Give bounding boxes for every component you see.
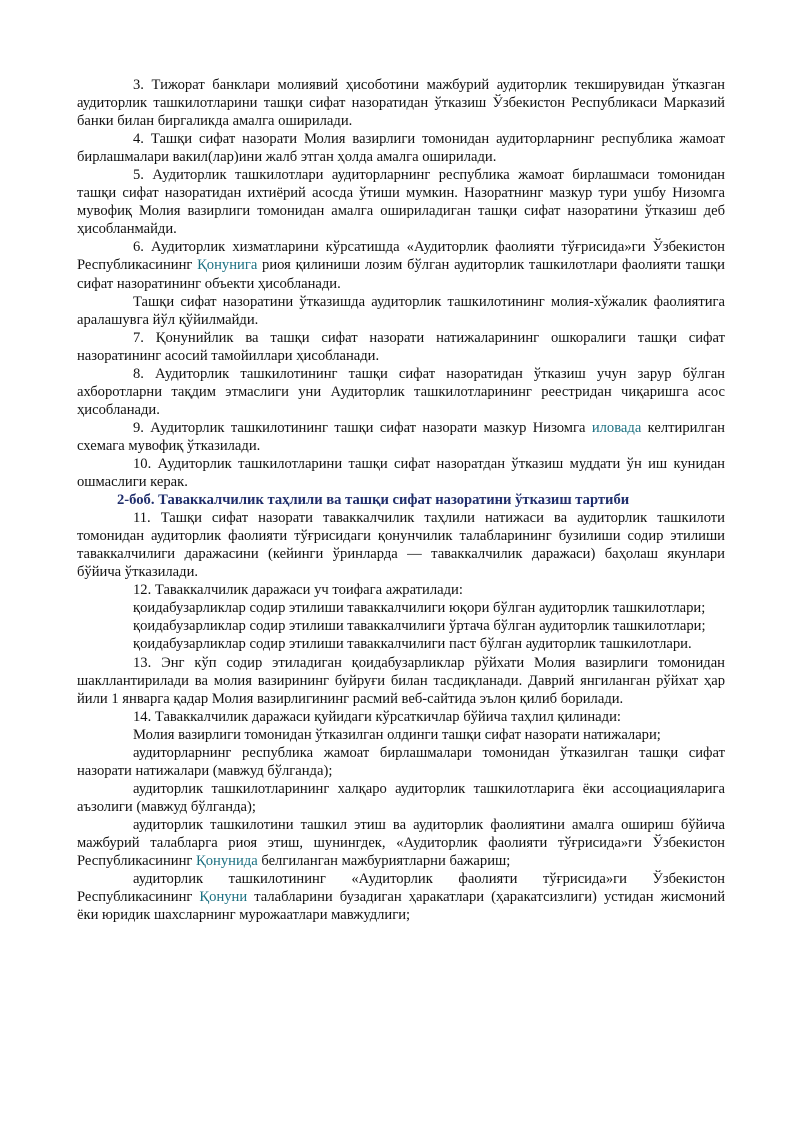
- paragraph-6-continued: Ташқи сифат назоратини ўтказишда аудиторлик ташкилотининг молия-хўжалик фаолиятига аралашувга йўл қўйилмайди.: [77, 293, 725, 328]
- paragraph-5: 5. Аудиторлик ташкилотлари аудиторларнинг республика жамоат бирлашмаси томонидан ташқи сифат назоратидан ихтиёрий асосда ўтиши мумкин. Назоратнинг мазкур тури ушбу Низомга мувофиқ Молия вазирлиги томонидан амалга ошириладиган ташқи сифат назоратини ўтказиш деб ҳисобланмайди.: [77, 167, 725, 238]
- paragraph-6: [77, 238, 725, 292]
- list-item-previous-control: Молия вазирлиги томонидан ўтказилган олдинги ташқи сифат назорати натижалари;: [133, 726, 661, 743]
- paragraph-11: 11. Ташқи сифат назорати таваккалчилик таҳлили натижаси ва аудиторлик ташкилоти томонидан аудиторлик фаолияти тўғрисидаги қонунчилик талабларининг бузилиши содир этилиши таваккалчилиги даражасини (кейинги ўринларда — таваккалчилик даражаси) баҳолаш якунлари бўйича ўтказилади.: [77, 510, 725, 581]
- paragraph-3: 3. Тижорат банклари молиявий ҳисоботини мажбурий аудиторлик текширувидан ўтказган аудиторлик ташкилотларини ташқи сифат назоратидан ўтказиш Ўзбекистон Республикаси Марказий банки билан биргаликда амалга оширилади.: [77, 77, 725, 130]
- paragraph-9-text-start: 9. Аудиторлик ташкилотининг ташқи сифат назорати мазкур Низомга: [133, 419, 592, 436]
- chapter-heading: 2-боб. Таваккалчилик таҳлили ва ташқи сифат назоратини ўтказиш тартиби: [117, 492, 630, 509]
- law-link-3[interactable]: Қонуни: [199, 889, 248, 906]
- list-item-low-risk: қоидабузарликлар содир этилиши таваккалчилиги паст бўлган аудиторлик ташкилотлари.: [133, 636, 692, 653]
- paragraph-7: 7. Қонунийлик ва ташқи сифат назорати натижаларининг ошкоралиги ташқи сифат назоратининг асосий тамойиллари ҳисобланади.: [77, 329, 725, 364]
- paragraph-8: 8. Аудиторлик ташкилотининг ташқи сифат назоратидан ўтказиш учун зарур бўлган ахборотларни тақдим этмаслиги уни Аудиторлик ташкилотларининг реестридан чиқаришга асос ҳисобланади.: [77, 365, 725, 418]
- complaints-text-start: аудиторлик ташкилотининг «Аудиторлик фаолияти тўғрисида»ги Ўзбекистон Республикасининг: [77, 871, 725, 906]
- paragraph-14: 14. Таваккалчилик даражаси қуйидаги кўрсаткичлар бўйича таҳлил қилинади:: [133, 708, 621, 725]
- paragraph-6-text-start: 6. Аудиторлик хизматларини кўрсатишда «Аудиторлик фаолияти тўғрисида»ги Ўзбекистон Республикасининг: [77, 239, 725, 274]
- paragraph-6-text-end: риоя қилиниши лозим бўлган аудиторлик ташкилотлари фаолияти ташқи сифат назоратининг объекти ҳисобланади.: [77, 257, 725, 292]
- paragraph-9-text-end: келтирилган схемага мувофиқ ўтказилади.: [77, 419, 725, 454]
- complaints-text-end: талабларини бузадиган ҳаракатлари (ҳаракатсизлиги) устидан жисмоний ёки юридик шахсларнинг мурожаатлари мавжудлиги;: [77, 889, 725, 924]
- requirements-text-end: белгиланган мажбуриятларни бажариш;: [257, 853, 511, 870]
- paragraph-4: 4. Ташқи сифат назорати Молия вазирлиги томонидан аудиторларнинг республика жамоат бирлашмалари вакил(лар)ини жалб этган ҳолда амалга оширилади.: [77, 131, 725, 166]
- list-item-complaints: [77, 870, 725, 924]
- list-item-association-control: аудиторларнинг республика жамоат бирлашмалари томонидан ўтказилган ташқи сифат назорати натижалари (мавжуд бўлганда);: [77, 744, 725, 779]
- list-item-requirements: [77, 816, 725, 870]
- appendix-link[interactable]: иловада: [591, 419, 642, 436]
- requirements-text-start: аудиторлик ташкилотини ташкил этиш ва аудиторлик фаолиятини амалга ошириш бўйича мажбурий талабларга риоя этиш, шунингдек, «Аудиторлик фаолияти тўғрисида»ги Ўзбекистон Республикасининг: [77, 816, 725, 870]
- paragraph-12: 12. Таваккалчилик даражаси уч тоифага ажратилади:: [133, 582, 463, 599]
- list-item-medium-risk: қоидабузарликлар содир этилиши таваккалчилиги ўртача бўлган аудиторлик ташкилотлари;: [133, 618, 706, 635]
- list-item-high-risk: қоидабузарликлар содир этилиши таваккалчилиги юқори бўлган аудиторлик ташкилотлари;: [133, 600, 706, 617]
- document-page: [77, 76, 725, 924]
- paragraph-9: [77, 419, 725, 455]
- list-item-membership: аудиторлик ташкилотларининг халқаро аудиторлик ташкилотларига ёки ассоциацияларига аъзолиги (мавжуд бўлганда);: [77, 780, 725, 815]
- law-link-2[interactable]: Қонунида: [196, 853, 258, 870]
- paragraph-13: 13. Энг кўп содир этиладиган қоидабузарликлар рўйхати Молия вазирлиги томонидан шакллантирилади ва молия вазирининг буйруғи билан тасдиқланади. Даврий янгиланган рўйхат ҳар йили 1 январга қадар Молия вазирлигининг расмий веб-сайтида эълон қилиб борилади.: [77, 654, 725, 707]
- law-link[interactable]: Қонунига: [197, 257, 258, 274]
- paragraph-10: 10. Аудиторлик ташкилотларини ташқи сифат назоратдан ўтказиш муддати ўн иш кунидан ошмаслиги керак.: [77, 455, 725, 491]
